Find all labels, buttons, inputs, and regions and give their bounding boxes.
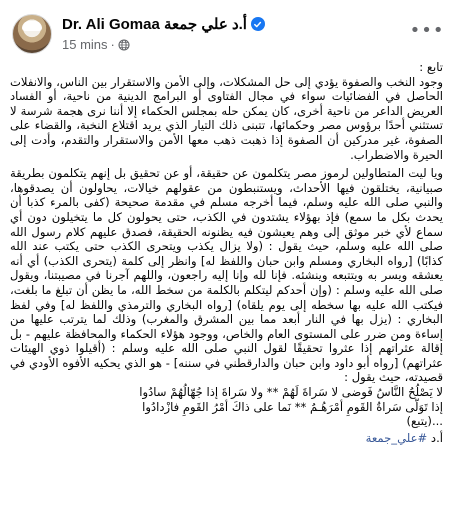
meta-separator: · [110,37,115,52]
post-signature [10,431,443,446]
author-name-row [62,15,265,33]
verified-badge-icon [251,17,265,31]
post-intro: تابع : [419,60,443,74]
author-name[interactable]: Dr. Ali Gomaa أ.د علي جمعة [62,16,247,33]
poem-line-2: إذا تَوَلّى سَراةُ القَومِ أمْرَهُـمُ ** نَما على ذاكَ أمْرُ القَومِ فازْدادُوا [142,399,443,414]
post-body [10,60,443,445]
post-paragraph-1: وجود النخب والصفوة يؤدي إلى حل المشكلات، وإلى الأمن والاستقرار بين الناس، والانفلات الحاصل في الفضائيات سواء في مجال الفتاوى أو البرامج الدينية من ناحية، أو الفساد العريض الداعر من ناحية أخرى، كان يمكن حله بمجلس الحكماء إلا أننا نرى هجمة شرسة لا تستثني أحدًا برؤوس مصر وحكمائها، تتبنى ذلك التيار الذي يريد اقتلاع النخبة، والقضاء على الصفوة، غير مدركين أن الصفوة إذا ذهبت ذهب معها الأمن والاستقرار والتقدم، وأدت إلى الحيرة والاضطراب. [10,74,443,162]
post-timestamp[interactable]: 15 mins [62,37,108,52]
post-paragraph-2: ويا ليت المتطاولين لرموز مصر يتكلمون عن حقيقة، أو عن تحقيق بل إنهم يتكلمون بطريقة صبيانية، يختلقون فيها الأحداث، ويستنبطون من عقولهم خيالات، يحاولون أن يصدقوها، والنبي صلى الله عليه وسلم، فيما أخرجه مسلم في مقدمة صحيحة (كفى بالمرء كذبا أن يحدث بكل ما سمع) فإذ بهؤلاء يشتدون في الكذب، حتى يحولون كل ما يتخيلون دون أي سماع لأي خبر موثق إلى وهم يعيشون فيه يظنونه الحقيقة، فصدق عليهم كلام رسول الله صلى الله عليه وسلم، حيث يقول : (ولا يزال يكذب ويتحرى الكذب حتى يكتب عند الله كذابًا) [رواه البخاري ومسلم وابن حبان واللفظ له] وانظر إلى كلمة (يتحرى الكذب) أي أنه يعشقه ويسر به ويتتبعه وينشئه. فإنا لله وإنا إليه راجعون، واللهم آجرنا في مصيبتنا، ويقول صلى الله عليه وسلم : (وإن أحدكم ليتكلم بالكلمة من سخط الله، ما يظن أن تبلغ ما بلغت، فيكتب الله عليه بها سخطه إلى يوم يلقاه) [رواه البخاري والترمذي واللفظ له] وفي لفظ البخاري : (يزل بها في النار أبعد مما بين المشرق والمغرب) وذلك لما يترتب عليها من إساءة ومن ضرر على المستوى العام والخاص، ووجود هؤلاء الحكماء والمحافظة عليهم - بل إقالة عثراتهم إذا عثروا تحقيقًا لقول النبي صلى الله عليه وسلم : (أقيلوا ذوي الهيئات عثراتهم) [رواه أبو داود وابن حبان والدارقطني في سننه] - هو الذي يحكيه الأفوه الأودي في قصيدته، حيث يقول : [10,166,443,385]
more-horizontal-icon: ••• [409,19,445,41]
poem-line-1: لا يَصْلُحُ النَّاسُ فَوضى لا سَراةَ لَهُمْ ** ولا سَراةَ إذا جُهّالُهُمْ سادُوا [139,385,443,400]
continued-note: ...(يتبع) [406,414,443,429]
hashtag-link[interactable]: #علي_جمعة [365,430,428,445]
signature-title: أ.د [430,430,443,445]
post-meta [62,37,130,52]
more-options-button[interactable] [409,16,445,44]
post-header [12,10,443,56]
globe-icon[interactable] [118,39,130,51]
author-avatar[interactable] [12,14,52,54]
